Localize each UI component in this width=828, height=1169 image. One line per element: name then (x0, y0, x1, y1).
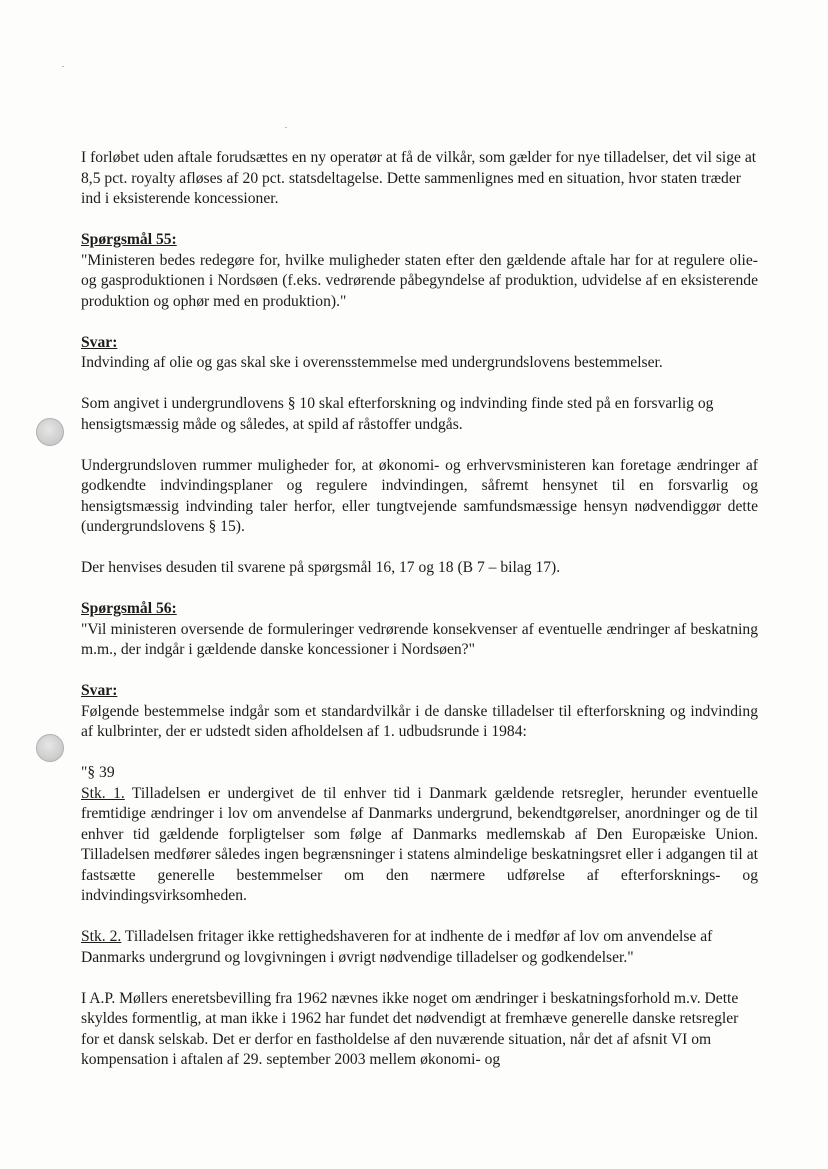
question-56-heading: Spørgsmål 56: (81, 600, 177, 617)
final-paragraph: I A.P. Møllers eneretsbevilling fra 1962 nævnes ikke noget om ændringer i beskatningsforhold m.v. Dette skyldes formentlig, at man ikke i 1962 har fundet det nødvendigt at fremhæve generelle danske retsregler for et dansk selskab. Det er derfor en fastholdelse af den nuværende situation, når det af afsnit VI om kompensation i aftalen af 29. september 2003 mellem økonomi- og (81, 989, 739, 1068)
question-55-text: "Ministeren bedes redegøre for, hvilke muligheder staten efter den gældende aftale har for at regulere olie- og gasproduktionen i Nordsøen (f.eks. vedrørende påbegyndelse af produktion, udvidelse af en eksisterende produktion og ophør med en produktion)." (81, 251, 758, 310)
document-body (81, 148, 758, 1091)
answer-55-paragraph-4: Der henvises desuden til svarene på spørgsmål 16, 17 og 18 (B 7 – bilag 17). (81, 559, 561, 576)
scan-speck (285, 127, 287, 128)
punch-hole-bottom (36, 734, 64, 762)
stk-1-paragraph (81, 784, 758, 907)
stk-2-label: Stk. 2. (81, 928, 122, 945)
punch-hole-top (36, 418, 64, 446)
section-39-label: "§ 39 (81, 764, 115, 781)
answer-55-paragraph-1: Indvinding af olie og gas skal ske i overensstemmelse med undergrundslovens bestemmelser. (81, 354, 663, 371)
answer-55-paragraph-2: Som angivet i undergrundlovens § 10 skal efterforskning og indvinding finde sted på en forsvarlig og hensigtsmæssig måde og således, at spild af råstoffer undgås. (81, 395, 714, 433)
answer-55-paragraph-3: Undergrundsloven rummer muligheder for, at økonomi- og erhvervsministeren kan foretage ændringer af godkendte indvindingsplaner og regulere indvindingen, såfremt hensynet til en forsvarlig og hensigtsmæssig indvinding taler herfor, eller tungtvejende samfundsmæssige hensyn nødvendiggør dette (undergrundslovens § 15). (81, 456, 758, 535)
stk-1-label: Stk. 1. (81, 784, 125, 802)
stk-1-text: Tilladelsen er undergivet de til enhver tid i Danmark gældende retsregler, herunder eventuelle fremtidige ændringer i lov om anvendelse af Danmarks undergrund, bekendtgørelser, anordninger og de til enhver tid gældende forpligtelser som følge af Danmarks medlemskab af Den Europæiske Union. Tilladelsen medfører således ingen begrænsninger i statens almindelige beskatningsret eller i adgangen til at fastsætte generelle bestemmelser om den nærmere udførelse af efterforsknings- og indvindingsvirksomheden. (81, 784, 758, 904)
answer-56-paragraph-1: Følgende bestemmelse indgår som et standardvilkår i de danske tilladelser til efterforskning og indvinding af kulbrinter, der er udstedt siden afholdelsen af 1. udbudsrunde i 1984: (81, 702, 758, 740)
question-56-text: "Vil ministeren oversende de formuleringer vedrørende konsekvenser af eventuelle ændringer af beskatning m.m., der indgår i gældende danske koncessioner i Nordsøen?" (81, 620, 758, 658)
question-55-heading: Spørgsmål 55: (81, 231, 177, 248)
scan-speck (62, 66, 64, 67)
intro-paragraph: I forløbet uden aftale forudsættes en ny operatør at få de vilkår, som gælder for nye tilladelser, det vil sige at 8,5 pct. royalty afløses af 20 pct. statsdeltagelse. Dette sammenlignes med en situation, hvor staten træder ind i eksisterende koncessioner. (81, 149, 757, 207)
stk-2-text: Tilladelsen fritager ikke rettighedshaveren for at indhente de i medfør af lov om anvendelse af Danmarks undergrund og lovgivningen i øvrigt nødvendige tilladelser og godkendelser." (81, 928, 713, 966)
answer-55-heading: Svar: (81, 333, 118, 351)
stk-2-paragraph (81, 927, 758, 968)
answer-56-heading: Svar: (81, 682, 118, 699)
